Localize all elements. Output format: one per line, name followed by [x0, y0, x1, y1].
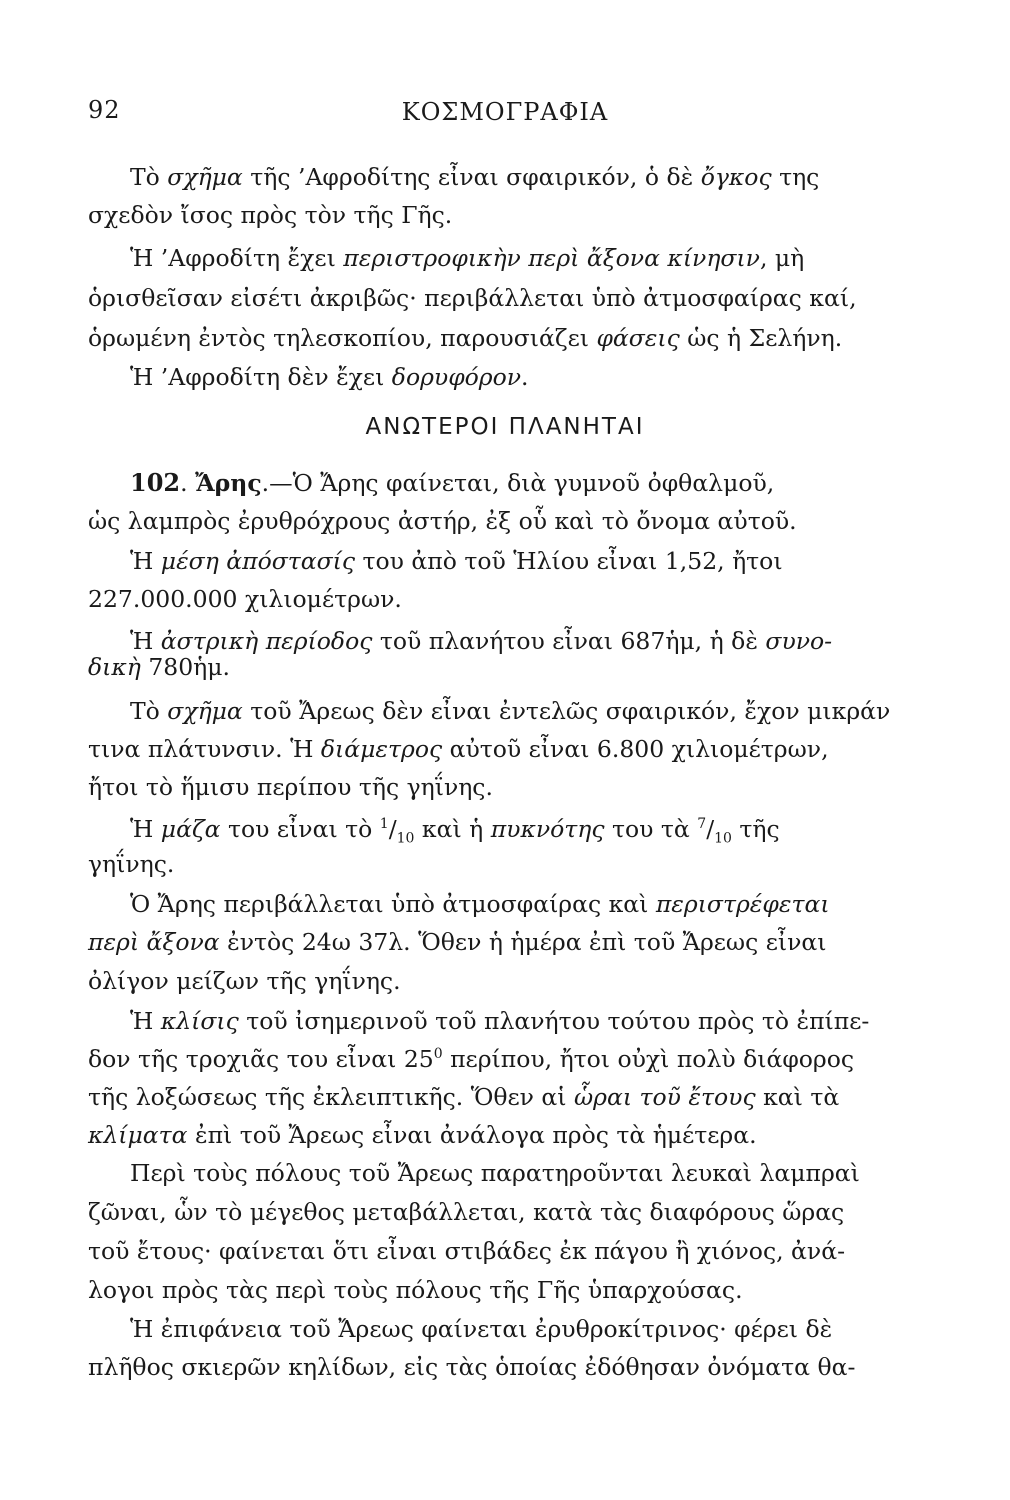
section-heading: ΑΝΩΤΕΡΟΙ ΠΛΑΝΗΤΑΙ	[365, 414, 645, 440]
text-line: Τὸ σχῆμα τῆς ’Αφροδίτης εἶναι σφαιρικόν, ὁ δὲ ὄγκος της	[130, 163, 820, 191]
text-line: Ἡ ’Αφροδίτη δὲν ἔχει δορυφόρον.	[130, 363, 529, 391]
article-number: 102	[130, 468, 181, 497]
text-line: κλίματα ἐπὶ τοῦ Ἄρεως εἶναι ἀνάλογα πρὸς τὰ ἡμέτερα.	[88, 1121, 757, 1149]
text-line: πλῆθος σκιερῶν κηλίδων, εἰς τὰς ὁποίας ἐδόθησαν ὀνόματα θα-	[88, 1353, 856, 1381]
text-line: γηΐνης.	[88, 850, 175, 878]
text-line: ὁρωμένη ἐντὸς τηλεσκοπίου, παρουσιάζει φάσεις ὡς ἡ Σελήνη.	[88, 324, 843, 352]
running-title: ΚΟΣΜΟΓΡΑΦΙΑ	[401, 98, 609, 126]
text-line: λογοι πρὸς τὰς περὶ τοὺς πόλους τῆς Γῆς ὑπαρχούσας.	[88, 1276, 743, 1304]
text-line: Τὸ σχῆμα τοῦ Ἄρεως δὲν εἶναι ἐντελῶς σφαιρικόν, ἔχον μικράν	[130, 697, 891, 725]
text-line: Ὁ Ἄρης περιβάλλεται ὑπὸ ἀτμοσφαίρας καὶ περιστρέφεται	[130, 890, 830, 918]
text-line: περὶ ἄξονα ἐντὸς 24ω 37λ. Ὅθεν ἡ ἡμέρα ἐπὶ τοῦ Ἄρεως εἶναι	[88, 928, 827, 956]
text-line: Ἡ μάζα του εἶναι τὸ $^1/_{10}$ καὶ ἡ πυκνότης του τὰ $^7/_{10}$ τῆς	[130, 814, 780, 847]
text-line: Ἡ ἐπιφάνεια τοῦ Ἄρεως φαίνεται ἐρυθροκίτρινος· φέρει δὲ	[130, 1315, 833, 1343]
text-line: ὡς λαμπρὸς ἐρυθρόχρους ἀστήρ, ἐξ οὗ καὶ τὸ ὄνομα αὐτοῦ.	[88, 507, 797, 535]
text-line: τινα πλάτυνσιν. Ἡ διάμετρος αὐτοῦ εἶναι 6.800 χιλιομέτρων,	[88, 735, 829, 763]
text-line: ζῶναι, ὧν τὸ μέγεθος μεταβάλλεται, κατὰ τὰς διαφόρους ὥρας	[88, 1198, 845, 1226]
text-line: Περὶ τοὺς πόλους τοῦ Ἄρεως παρατηροῦνται λευκαὶ λαμπραὶ	[130, 1159, 860, 1187]
text-line: ὀλίγον μείζων τῆς γηΐνης.	[88, 967, 401, 995]
text-line: σχεδὸν ἴσος πρὸς τὸν τῆς Γῆς.	[88, 201, 453, 229]
text-line: Ἡ ἀστρικὴ περίοδος τοῦ πλανήτου εἶναι 687ἡμ, ἡ δὲ συνο-	[130, 627, 833, 655]
text-line: Ἡ ’Αφροδίτη ἔχει περιστροφικὴν περὶ ἄξονα κίνησιν, μὴ	[130, 244, 805, 272]
text-line: τῆς λοξώσεως τῆς ἐκλειπτικῆς. Ὅθεν αἱ ὧραι τοῦ ἔτους καὶ τὰ	[88, 1083, 840, 1111]
text-line: τοῦ ἔτους· φαίνεται ὅτι εἶναι στιβάδες ἐκ πάγου ἢ χιόνος, ἀνά-	[88, 1237, 846, 1265]
text-line: Ἡ μέση ἀπόστασίς του ἀπὸ τοῦ Ἡλίου εἶναι 1,52, ἤτοι	[130, 547, 783, 575]
text-line: ὁρισθεῖσαν εἰσέτι ἀκριβῶς· περιβάλλεται ὑπὸ ἀτμοσφαίρας καί,	[88, 284, 857, 312]
text-line: 227.000.000 χιλιομέτρων.	[88, 585, 402, 613]
text-line: ἤτοι τὸ ἥμισυ περίπου τῆς γηΐνης.	[88, 773, 493, 801]
text-line: δικὴ 780ἡμ.	[88, 653, 231, 681]
text-line: Ἡ κλίσις τοῦ ἰσημερινοῦ τοῦ πλανήτου τούτου πρὸς τὸ ἐπίπε-	[130, 1007, 870, 1035]
text-line: δον τῆς τροχιᾶς του εἶναι $25^0$ περίπου, ἤτοι οὐχὶ πολὺ διάφορος	[88, 1044, 855, 1073]
text-line: 102. Ἄρης.—Ὁ Ἄρης φαίνεται, διὰ γυμνοῦ ὀφθαλμοῦ,	[130, 468, 775, 497]
article-title: Ἄρης	[195, 469, 262, 497]
page-number: 92	[88, 96, 121, 124]
